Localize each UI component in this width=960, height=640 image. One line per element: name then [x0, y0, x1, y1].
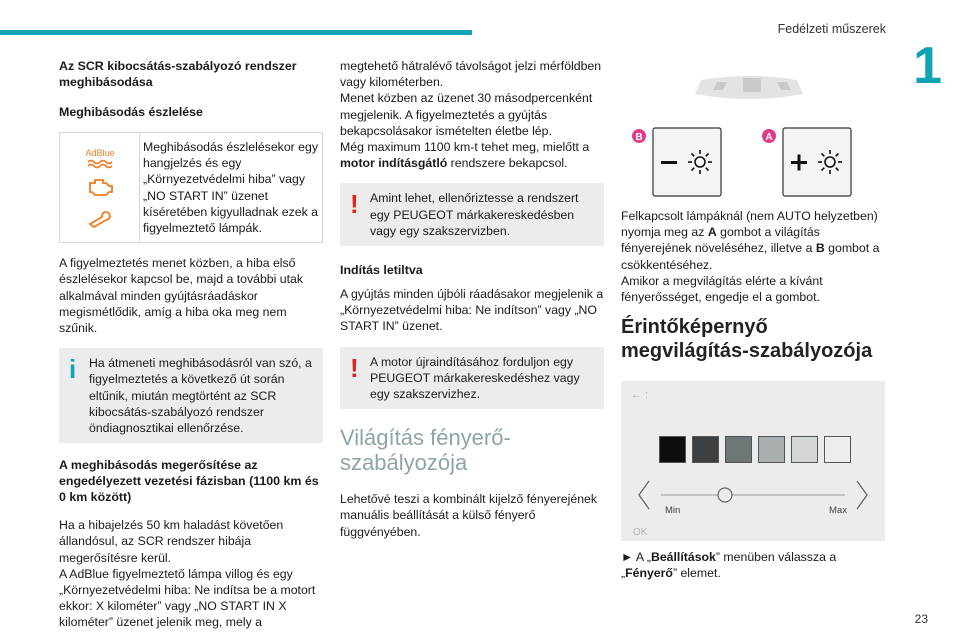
column-3	[621, 58, 885, 594]
wrench-icon	[85, 203, 115, 233]
paragraph: Ha a hibajelzés 50 km haladást követően állandósul, az SCR rendszer hibája megerősítésre kerül. A AdBlue figyelmeztető lámpa villog és egy „Környezetvédelmi hiba: Ne indítsa be a motort ekkor: X kilométer” vagy „NO START IN X kilométer” üzenet jelenik meg, mely a	[59, 518, 316, 630]
brightness-screen	[621, 381, 885, 541]
top-accent-bar	[0, 30, 472, 35]
back-icon: ← :	[631, 389, 649, 402]
adblue-icon	[84, 143, 116, 173]
paragraph: A figyelmeztetés menet közben, a hiba első észlelésekor kapcsol be, majd a további utak alkalmával minden gyújtásráadáskor megismétlődik, amíg a hiba oka meg nem szűnik.	[59, 256, 304, 336]
subheading-detection: Meghibásodás észlelése	[59, 105, 203, 119]
paragraph: megtehető hátralévő távolságot jelzi mérföldben vagy kilométerben. Menet közben az üzenet 30 másodpercenként megjelenik. A figyelmeztetés a gyújtás bekapcsolásakor ismételten életbe lép. Még maximum 1100 km-t tehet meg, mielőtt a motor indításgátló rendszere bekapcsol.	[340, 59, 602, 171]
warning-lamps-box	[59, 132, 323, 243]
section-heading-start-blocked: Indítás letiltva	[340, 263, 423, 278]
warning-icon: !	[350, 189, 359, 220]
paragraph: A gyújtás minden újbóli ráadásakor megjelenik a „Környezetvédelmi hiba: Ne indítson” vagy „NO START IN” üzenet.	[340, 287, 604, 334]
warning-note: ! A motor újraindításához forduljon egy PEUGEOT márkakereskedéshez vagy egy szakszervizhez.	[340, 347, 604, 410]
warning-lamps-text: Meghibásodás észlelésekor egy hangjelzés és egy „Környezetvédelmi hiba” vagy „NO START IN” üzenet kíséretében kigyulladnak ezek a figyelmeztető lámpák.	[143, 140, 318, 236]
chapter-number: 1	[913, 37, 942, 95]
engine-warning-icon	[85, 173, 115, 203]
svg-text:AdBlue: AdBlue	[84, 147, 115, 158]
ok-button[interactable]: OK	[633, 527, 648, 539]
slider-max-label: Max	[829, 505, 847, 517]
column-2	[340, 58, 604, 552]
warning-icon: !	[350, 352, 359, 383]
info-icon: i	[69, 354, 77, 385]
brightness-keys-diagram	[621, 58, 885, 198]
paragraph: Felkapcsolt lámpáknál (nem AUTO helyzetben) nyomja meg az A gombot a világítás fényerejének növeléséhez, illetve a B gombot a csökkentéséhez. Amikor a megvilágítás elérte a kívánt fényerősséget, engedje el a gombot.	[621, 209, 880, 305]
running-title: Fedélzeti műszerek	[777, 22, 886, 36]
paragraph: Lehetővé teszi a kombinált kijelző fényerejének manuális beállítását a külső fényerő függvényében.	[340, 492, 598, 539]
page-number: 23	[914, 612, 928, 626]
section-heading-scr: Az SCR kibocsátás-szabályozó rendszer meghibásodása	[59, 59, 297, 89]
column-1	[59, 58, 323, 631]
slider-min-label: Min	[665, 505, 681, 517]
info-note: i Ha átmeneti meghibásodásról van szó, a figyelmeztetés a következő út során eltűnik, miután megtörtént az SCR kibocsátás-szabályozó rendszer öndiagnosztikai ellenőrzése.	[59, 348, 323, 443]
section-title-touchscreen: Érintőképernyő megvilágítás-szabályozója	[621, 316, 873, 363]
warning-note: ! Amint lehet, ellenőriztesse a rendszert egy PEUGEOT márkakereskedésben vagy egy szakszervizben.	[340, 183, 604, 246]
svg-text:B: B	[635, 132, 643, 143]
section-heading-confirm: A meghibásodás megerősítése az engedélyezett vezetési fázisban (1100 km és 0 km között)	[59, 458, 319, 505]
bullet-instruction: ► A „Beállítások” menüben válassza a „Fényerő” elemet.	[621, 550, 837, 581]
svg-text:A: A	[765, 132, 773, 143]
section-title-lighting: Világítás fényerő-szabályozója	[340, 425, 511, 476]
